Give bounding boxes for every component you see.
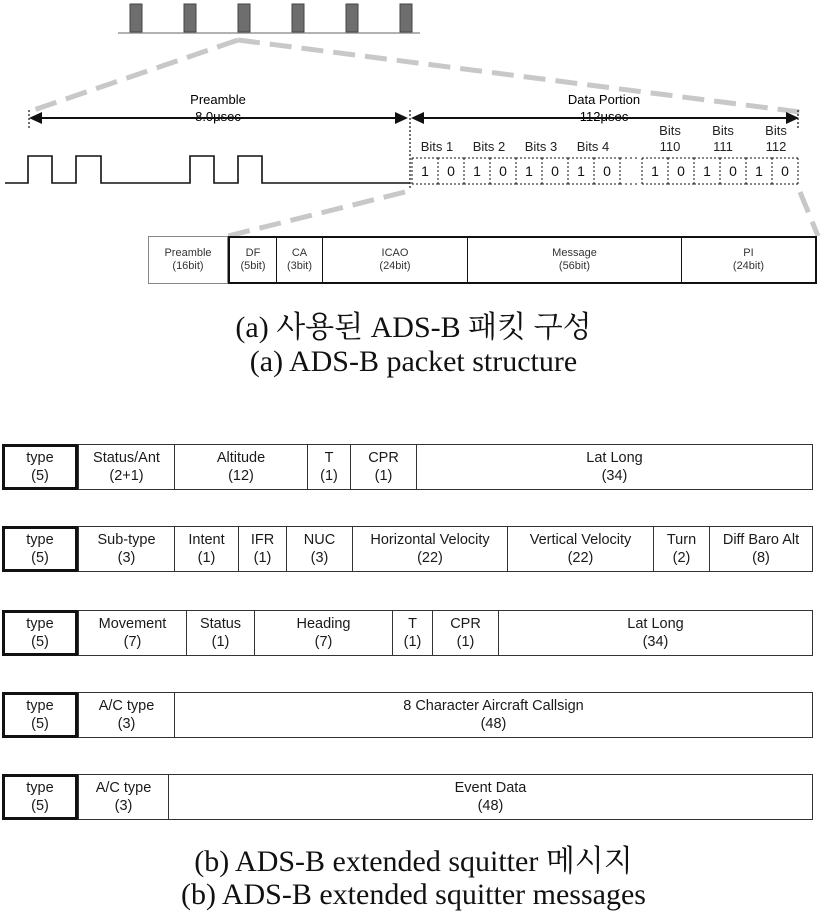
preamble-waveform <box>5 156 410 183</box>
caption-a-korean: (a) 사용된 ADS-B 패킷 구성 <box>235 311 592 344</box>
field-ifr: IFR (1) <box>238 527 286 571</box>
field-ac-type: A/C type (3) <box>78 775 168 819</box>
packet-structure <box>148 236 817 284</box>
field-ac-type: A/C type (3) <box>78 693 174 737</box>
packet-field-size: (24bit) <box>732 260 765 272</box>
message-table-surface-position <box>2 610 813 656</box>
pulse-bar <box>130 4 142 32</box>
packet-field-name: Message <box>552 247 597 259</box>
field-cpr: CPR (1) <box>432 611 498 655</box>
bit-group-label: Bits 2 <box>472 139 506 154</box>
packet-field-size: (3bit) <box>286 260 313 272</box>
pulse-bar <box>292 4 304 32</box>
field-callsign: 8 Character Aircraft Callsign (48) <box>174 693 812 737</box>
field-sub-type: Sub-type (3) <box>78 527 174 571</box>
field-movement: Movement (7) <box>78 611 186 655</box>
field-cpr: CPR (1) <box>350 445 416 489</box>
packet-field-name: DF <box>245 247 261 259</box>
field-event-data: Event Data (48) <box>168 775 812 819</box>
data-portion-duration: 112μsec <box>579 109 629 124</box>
bit-value: 1 <box>473 163 481 179</box>
bit-cells-end <box>642 158 798 184</box>
field-diff-baro-alt: Diff Baro Alt (8) <box>709 527 812 571</box>
field-vertical-velocity: Vertical Velocity (22) <box>507 527 653 571</box>
packet-field-size: (56bit) <box>558 260 591 272</box>
bit-group-end-label: Bits <box>712 123 734 138</box>
caption-b-english: (b) ADS-B extended squitter messages <box>181 878 646 911</box>
bit-value: 0 <box>499 163 507 179</box>
packet-field-name: ICAO <box>381 247 409 259</box>
pulse-bar <box>346 4 358 32</box>
pulse-bar <box>400 4 412 32</box>
pulse-train-top <box>130 4 412 32</box>
pulse-bar <box>184 4 196 32</box>
bit-group-end-label: Bits <box>659 123 681 138</box>
bit-group-label: Bits 1 <box>420 139 454 154</box>
caption-a-english: (a) ADS-B packet structure <box>249 345 578 378</box>
packet-field-ca <box>277 238 323 282</box>
bit-value: 1 <box>651 163 659 179</box>
bit-value: 1 <box>525 163 533 179</box>
message-table-identification <box>2 692 813 738</box>
message-table-event <box>2 774 813 820</box>
field-status: Status (1) <box>186 611 254 655</box>
bit-group-end-number: 111 <box>713 139 733 154</box>
field-turn: Turn (2) <box>653 527 709 571</box>
preamble-duration: 8.0μsec <box>195 109 241 124</box>
message-table-airborne-velocity <box>2 526 813 572</box>
field-type: type (5) <box>2 692 78 738</box>
bit-value: 1 <box>577 163 585 179</box>
packet-field-size: (24bit) <box>379 260 411 272</box>
field-type: type (5) <box>2 774 78 820</box>
field-lat-long: Lat Long (34) <box>498 611 812 655</box>
field-t: T (1) <box>307 445 350 489</box>
field-status-ant: Status/Ant (2+1) <box>78 445 174 489</box>
field-t: T (1) <box>392 611 432 655</box>
field-altitude: Altitude (12) <box>174 445 307 489</box>
packet-field-pi <box>682 238 815 282</box>
message-table-airborne-position <box>2 444 813 490</box>
bit-group-label: Bits 4 <box>576 139 610 154</box>
bit-group-end-label: Bits <box>765 123 787 138</box>
packet-field-size: (5bit) <box>240 260 266 272</box>
data-portion-label: Data Portion <box>567 92 641 107</box>
packet-field-message <box>468 238 682 282</box>
preamble-label: Preamble <box>190 92 246 107</box>
bit-value: 1 <box>421 163 429 179</box>
field-type: type (5) <box>2 444 78 490</box>
packet-field-preamble <box>148 236 228 284</box>
bit-value: 1 <box>703 163 711 179</box>
field-intent: Intent (1) <box>174 527 238 571</box>
bit-cells-start <box>412 158 620 184</box>
packet-field-name: PI <box>743 247 754 259</box>
field-heading: Heading (7) <box>254 611 392 655</box>
bit-group-end-number: 110 <box>659 139 681 154</box>
caption-b-korean: (b) ADS-B extended squitter 메시지 <box>194 845 633 878</box>
bit-value: 0 <box>447 163 455 179</box>
bit-value: 1 <box>755 163 763 179</box>
packet-field-size: (16bit) <box>172 260 204 272</box>
bit-group-label: Bits 3 <box>524 139 558 154</box>
field-type: type (5) <box>2 610 78 656</box>
packet-field-df <box>230 238 277 282</box>
bit-value: 0 <box>603 163 611 179</box>
field-lat-long: Lat Long (34) <box>416 445 812 489</box>
bit-value: 0 <box>729 163 737 179</box>
packet-field-icao <box>323 238 468 282</box>
packet-field-name: CA <box>291 247 308 259</box>
field-horizontal-velocity: Horizontal Velocity (22) <box>352 527 507 571</box>
pulse-bar <box>238 4 250 32</box>
bit-group-end-number: 112 <box>765 139 787 154</box>
bit-value: 0 <box>677 163 685 179</box>
field-type: type (5) <box>2 526 78 572</box>
packet-field-name: Preamble <box>164 247 212 259</box>
bit-value: 0 <box>781 163 789 179</box>
bit-value: 0 <box>551 163 559 179</box>
field-nuc: NUC (3) <box>286 527 352 571</box>
